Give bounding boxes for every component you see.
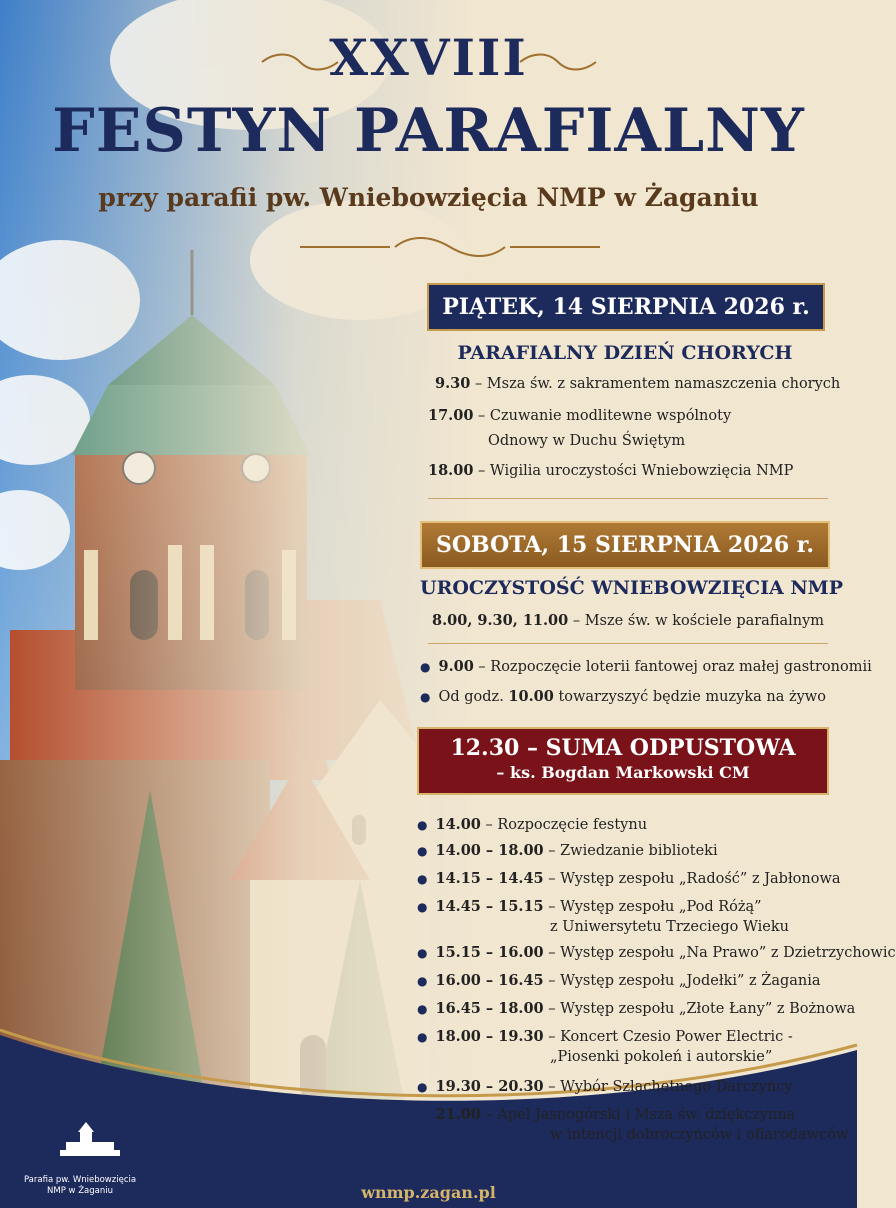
- bullet-icon: ●: [420, 690, 431, 704]
- bullet-icon: ●: [417, 900, 428, 914]
- program-row: ● 18.00 – 19.30 – Koncert Czesio Power Electric -: [417, 1028, 793, 1045]
- bullet-icon: ●: [417, 1030, 428, 1044]
- suma-priest: – ks. Bogdan Markowski CM: [496, 763, 750, 782]
- bullet-icon: ●: [417, 974, 428, 988]
- bullet-icon: ●: [417, 1108, 428, 1122]
- bullet-icon: ●: [417, 1080, 428, 1094]
- page-title: FESTYN PARAFIALNY: [52, 96, 805, 166]
- program-row: ● 21.00 – Apel Jasnogórski i Msza św. dziękczynna: [417, 1106, 796, 1123]
- suma-banner: [417, 727, 829, 795]
- bullet-icon: ●: [417, 1002, 428, 1016]
- subtitle: przy parafii pw. Wniebowzięcia NMP w Żaganiu: [98, 183, 759, 212]
- friday-heading: PARAFIALNY DZIEŃ CHORYCH: [457, 342, 793, 364]
- parish-logo-text: Parafia pw. Wniebowzięcia NMP w Żaganiu: [23, 1175, 137, 1196]
- saturday-heading: UROCZYSTOŚĆ WNIEBOWZIĘCIA NMP: [420, 577, 844, 599]
- program-row: ● 14.45 – 15.15 – Występ zespołu „Pod Różą”: [417, 898, 762, 915]
- bullet-icon: ●: [417, 844, 428, 858]
- program-row: ● 16.45 – 18.00 – Występ zespołu „Złote Łany” z Bożnowa: [417, 1000, 856, 1017]
- friday-item-2-cont: Odnowy w Duchu Świętym: [488, 433, 686, 449]
- program-row: ● 14.00 – Rozpoczęcie festynu: [417, 816, 648, 833]
- footer-url[interactable]: wnmp.zagan.pl: [361, 1183, 496, 1202]
- program-row: ● 15.15 – 16.00 – Występ zespołu „Na Prawo” z Dzietrzychowic: [417, 944, 896, 961]
- program-row: ● 14.15 – 14.45 – Występ zespołu „Radość” z Jabłonowa: [417, 870, 841, 887]
- section-divider: [428, 498, 828, 499]
- friday-banner: [427, 283, 825, 331]
- bullet-icon: ●: [417, 818, 428, 832]
- section-divider-2: [428, 643, 828, 644]
- bullet-icon: ●: [417, 872, 428, 886]
- friday-banner-text: PIĄTEK, 14 SIERPNIA 2026 r.: [442, 294, 810, 320]
- suma-title: 12.30 – SUMA ODPUSTOWA: [450, 735, 796, 761]
- extra-item-2: ● Od godz. 10.00 towarzyszyć będzie muzyka na żywo: [420, 688, 826, 705]
- edition-number: XXVIII: [329, 28, 528, 87]
- friday-item-1: 9.30 – Msza św. z sakramentem namaszczenia chorych: [435, 375, 841, 392]
- bullet-icon: ●: [420, 660, 431, 674]
- friday-item-3: 18.00 – Wigilia uroczystości Wniebowzięcia NMP: [428, 462, 794, 479]
- program-row: ● 14.00 – 18.00 – Zwiedzanie biblioteki: [417, 842, 718, 859]
- saturday-banner: [420, 521, 830, 569]
- program-row-cont: w intencji dobroczyńców i ofiarodawców: [550, 1127, 849, 1143]
- bullet-icon: ●: [417, 946, 428, 960]
- saturday-banner-text: SOBOTA, 15 SIERPNIA 2026 r.: [435, 532, 815, 558]
- program-row: ● 16.00 – 16.45 – Występ zespołu „Jodełki” z Żagania: [417, 972, 821, 989]
- friday-item-2: 17.00 – Czuwanie modlitewne wspólnoty: [428, 407, 732, 424]
- saturday-masses: 8.00, 9.30, 11.00 – Msze św. w kościele parafialnym: [432, 612, 825, 629]
- program-row-cont: „Piosenki pokoleń i autorskie”: [550, 1049, 773, 1065]
- program-row: ● 19.30 – 20.30 – Wybór Szlachetnego Darczyńcy: [417, 1078, 793, 1095]
- extra-item-1: ● 9.00 – Rozpoczęcie loterii fantowej oraz małej gastronomii: [420, 658, 872, 675]
- program-row-cont: z Uniwersytetu Trzeciego Wieku: [550, 919, 789, 935]
